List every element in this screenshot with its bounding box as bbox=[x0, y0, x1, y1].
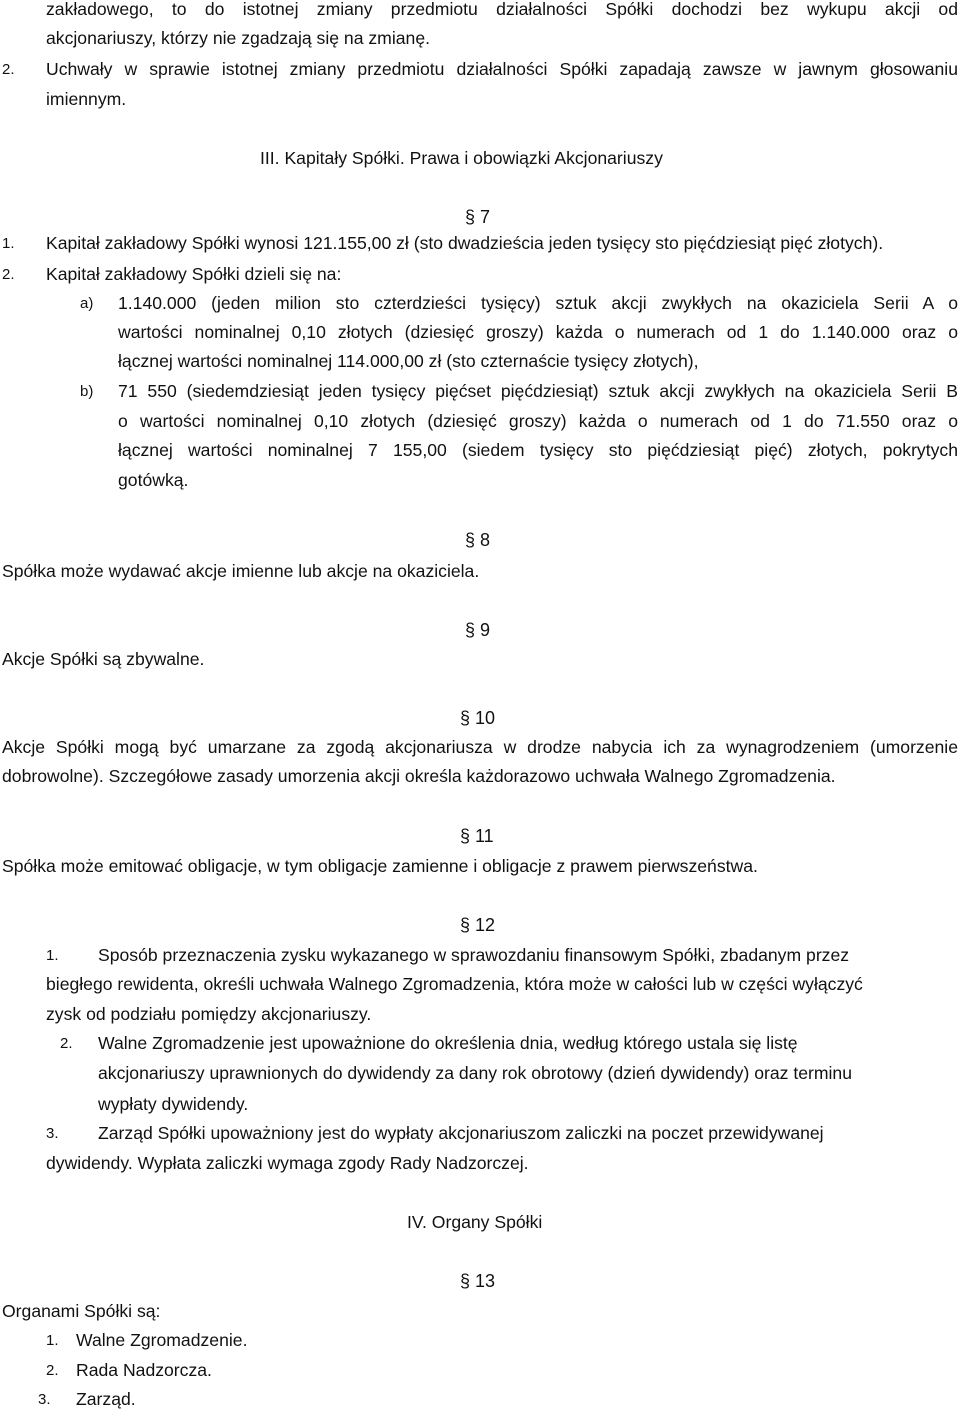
s12-p1-number: 1. bbox=[46, 947, 59, 964]
s7-b-line-1: 71 550 (siedemdziesiąt jeden tysięcy pięćset pięćdziesiąt) sztuk akcji zwykłych na okaziciela Serii B bbox=[118, 381, 958, 401]
s7-p2-text: Kapitał zakładowy Spółki dzieli się na: bbox=[46, 264, 342, 284]
s12-p3-line-2: dywidendy. Wypłata zaliczki wymaga zgody Rady Nadzorczej. bbox=[46, 1153, 529, 1173]
s12-p3-number: 3. bbox=[46, 1125, 59, 1142]
s7-b-label: b) bbox=[80, 383, 94, 400]
s12-p1-line-2: biegłego rewidenta, określi uchwała Walnego Zgromadzenia, która może w całości lub w części wyłączyć bbox=[46, 974, 863, 994]
intro-item-2-line-2: imiennym. bbox=[46, 89, 127, 109]
section-7-heading: § 7 bbox=[465, 207, 491, 227]
s13-item-2-number: 2. bbox=[46, 1362, 59, 1379]
section-8-heading: § 8 bbox=[465, 530, 491, 550]
s7-a-label: a) bbox=[80, 295, 94, 312]
s9-text: Akcje Spółki są zbywalne. bbox=[2, 649, 205, 669]
s12-p2-line-3: wypłaty dywidendy. bbox=[98, 1094, 249, 1114]
s13-intro: Organami Spółki są: bbox=[2, 1301, 161, 1321]
s7-b-line-3: łącznej wartości nominalnej 7 155,00 (siedem tysięcy sto pięćdziesiąt pięć) złotych, pokrytych bbox=[118, 440, 958, 460]
s12-p3-line-1: Zarząd Spółki upoważniony jest do wypłaty akcjonariuszom zaliczki na poczet przewidywanej bbox=[98, 1123, 824, 1143]
s12-p1-line-3: zysk od podziału pomiędzy akcjonariuszy. bbox=[46, 1004, 372, 1024]
s13-item-3-number: 3. bbox=[38, 1391, 51, 1408]
s7-b-line-4: gotówką. bbox=[118, 470, 189, 490]
chapter-4-title: IV. Organy Spółki bbox=[407, 1212, 543, 1232]
intro-line-2: akcjonariuszy, którzy nie zgadzają się na zmianę. bbox=[46, 28, 430, 48]
s13-item-1-text: Walne Zgromadzenie. bbox=[76, 1330, 248, 1350]
s7-b-line-2: o wartości nominalnej 0,10 złotych (dziesięć groszy) każda o numerach od 1 do 71.550 oraz o bbox=[118, 411, 958, 431]
section-12-heading: § 12 bbox=[460, 915, 496, 935]
section-10-heading: § 10 bbox=[460, 708, 496, 728]
s12-p2-line-1: Walne Zgromadzenie jest upoważnione do określenia dnia, według którego ustala się listę bbox=[98, 1033, 798, 1053]
s13-item-3-text: Zarząd. bbox=[76, 1389, 136, 1409]
section-13-heading: § 13 bbox=[460, 1271, 496, 1291]
s7-p1-text: Kapitał zakładowy Spółki wynosi 121.155,00 zł (sto dwadzieścia jeden tysięcy sto pięćdziesiąt pięć złotych). bbox=[46, 233, 884, 253]
s13-item-2-text: Rada Nadzorcza. bbox=[76, 1360, 212, 1380]
intro-item-2-number: 2. bbox=[2, 61, 15, 78]
s7-p2-number: 2. bbox=[2, 266, 15, 283]
intro-line-1: zakładowego, to do istotnej zmiany przedmiotu działalności Spółki dochodzi bez wykupu akcji od bbox=[46, 0, 958, 19]
s7-p1-number: 1. bbox=[2, 235, 15, 252]
s7-a-line-1: 1.140.000 (jeden milion sto czterdzieści tysięcy) sztuk akcji zwykłych na okaziciela Serii A o bbox=[118, 293, 958, 313]
s10-line-2: dobrowolne). Szczegółowe zasady umorzenia akcji określa każdorazowo uchwała Walnego Zgromadzenia. bbox=[2, 766, 836, 786]
s12-p1-line-1: Sposób przeznaczenia zysku wykazanego w sprawozdaniu finansowym Spółki, zbadanym przez bbox=[98, 945, 850, 965]
section-9-heading: § 9 bbox=[465, 620, 491, 640]
s7-a-line-3: łącznej wartości nominalnej 114.000,00 zł (sto czternaście tysięcy złotych), bbox=[118, 351, 699, 371]
s8-text: Spółka może wydawać akcje imienne lub akcje na okaziciela. bbox=[2, 561, 480, 581]
s11-text: Spółka może emitować obligacje, w tym obligacje zamienne i obligacje z prawem pierwszeństwa. bbox=[2, 856, 758, 876]
s10-line-1: Akcje Spółki mogą być umarzane za zgodą akcjonariusza w drodze nabycia ich za wynagrodzeniem (umorzenie bbox=[2, 737, 958, 757]
intro-item-2-line-1: Uchwały w sprawie istotnej zmiany przedmiotu działalności Spółki zapadają zawsze w jawnym głosowaniu bbox=[46, 59, 958, 79]
section-11-heading: § 11 bbox=[460, 826, 494, 846]
s12-p2-number: 2. bbox=[60, 1035, 73, 1052]
s7-a-line-2: wartości nominalnej 0,10 złotych (dziesięć groszy) każda o numerach od 1 do 1.140.000 oraz o bbox=[118, 322, 958, 342]
s12-p2-line-2: akcjonariuszy uprawnionych do dywidendy za dany rok obrotowy (dzień dywidendy) oraz terminu bbox=[98, 1063, 852, 1083]
s13-item-1-number: 1. bbox=[46, 1332, 59, 1349]
chapter-3-title: III. Kapitały Spółki. Prawa i obowiązki Akcjonariuszy bbox=[260, 148, 663, 168]
